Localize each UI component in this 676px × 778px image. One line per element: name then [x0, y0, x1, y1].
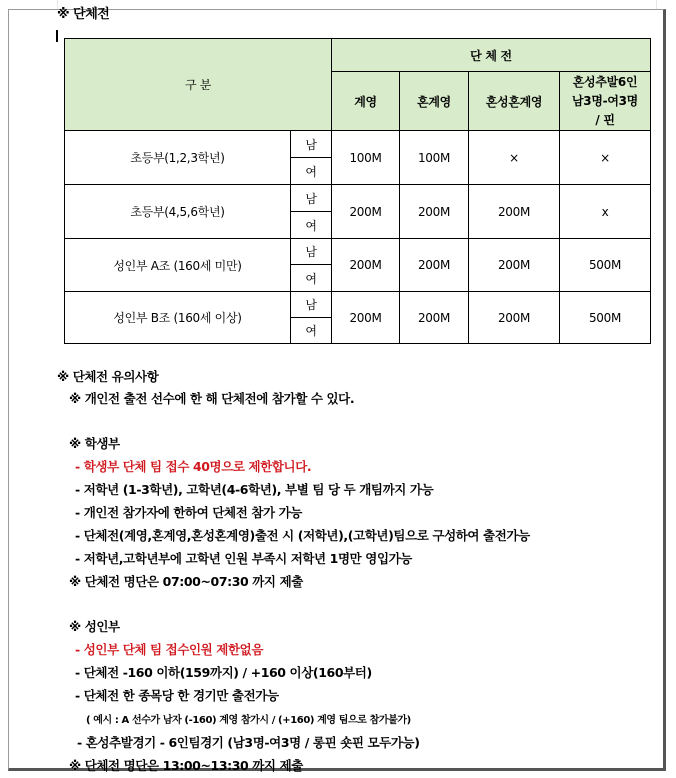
student-note: - 저학년,고학년부에 고학년 인원 부족시 저학년 1명만 영입가능	[75, 551, 412, 566]
header-col-mixed-pursuit: 혼성추발6인 남3명-여3명 / 핀	[560, 72, 651, 131]
page-guide-line	[656, 0, 657, 9]
value-cell: 200M	[469, 239, 560, 292]
gender-male-cell: 남	[291, 292, 332, 318]
table-row	[65, 131, 651, 158]
value-cell: ×	[469, 131, 560, 185]
student-note: - 단체전(계영,혼계영,혼성혼계영)출전 시 (저학년),(고학년)팀으로 구성하여 출전가능	[75, 528, 530, 543]
value-cell: 200M	[332, 292, 400, 344]
header-team-event: 단 체 전	[332, 39, 651, 72]
division-cell: 성인부 B조 (160세 이상)	[65, 292, 291, 344]
value-cell: ×	[560, 131, 651, 185]
adult-deadline: ※ 단체전 명단은 13:00~13:30 까지 제출	[69, 758, 303, 773]
text-cursor	[56, 30, 58, 42]
header-category: 구 분	[65, 39, 332, 131]
gender-male-cell: 남	[291, 185, 332, 212]
gender-male-cell: 남	[291, 239, 332, 265]
notes-title: ※ 단체전 유의사항	[57, 369, 159, 384]
adult-note: - 단체전 한 종목당 한 경기만 출전가능	[75, 688, 279, 703]
adult-title: ※ 성인부	[69, 619, 120, 634]
adult-note-highlight: - 성인부 단체 팀 접수인원 제한없음	[75, 642, 263, 657]
value-cell: 200M	[400, 292, 469, 344]
student-deadline: ※ 단체전 명단은 07:00~07:30 까지 제출	[69, 574, 303, 589]
division-cell: 성인부 A조 (160세 미만)	[65, 239, 291, 292]
value-cell: 200M	[400, 239, 469, 292]
student-title: ※ 학생부	[69, 436, 120, 451]
student-note-highlight: - 학생부 단체 팀 접수 40명으로 제한합니다.	[75, 459, 312, 474]
division-cell: 초등부(1,2,3학년)	[65, 131, 291, 185]
value-cell: 200M	[469, 185, 560, 239]
value-cell: 500M	[560, 292, 651, 344]
value-cell: 200M	[469, 292, 560, 344]
value-cell: 100M	[332, 131, 400, 185]
header-col-medley-relay: 혼계영	[400, 72, 469, 131]
notes-general: ※ 개인전 출전 선수에 한 해 단체전에 참가할 수 있다.	[69, 391, 355, 406]
table-row	[65, 292, 651, 318]
value-cell: 500M	[560, 239, 651, 292]
table-row	[65, 239, 651, 265]
value-cell: 100M	[400, 131, 469, 185]
student-note: - 개인전 참가자에 한하여 단체전 참가 가능	[75, 505, 302, 520]
table-row	[65, 185, 651, 212]
adult-example: ( 예시 : A 선수가 남자 (-160) 계영 참가시 / (+160) 계영 팀으로 참가불가)	[86, 715, 411, 726]
section-heading: ※ 단체전	[57, 7, 110, 22]
team-event-table	[64, 38, 651, 344]
gender-female-cell: 여	[291, 265, 332, 292]
gender-female-cell: 여	[291, 318, 332, 344]
adult-relay-note: - 혼성추발경기 - 6인팀경기 (남3명-여3명 / 롱핀 숏핀 모두가능)	[77, 735, 420, 750]
value-cell: 200M	[332, 239, 400, 292]
value-cell: x	[560, 185, 651, 239]
student-note: - 저학년 (1-3학년), 고학년(4-6학년), 부별 팀 당 두 개팀까지 가능	[75, 482, 434, 497]
gender-female-cell: 여	[291, 212, 332, 239]
value-cell: 200M	[332, 185, 400, 239]
adult-note: - 단체전 -160 이하(159까지) / +160 이상(160부터)	[75, 665, 372, 680]
header-col-relay: 계영	[332, 72, 400, 131]
division-cell: 초등부(4,5,6학년)	[65, 185, 291, 239]
gender-female-cell: 여	[291, 158, 332, 185]
value-cell: 200M	[400, 185, 469, 239]
header-col-mixed-medley: 혼성혼계영	[469, 72, 560, 131]
gender-male-cell: 남	[291, 131, 332, 158]
